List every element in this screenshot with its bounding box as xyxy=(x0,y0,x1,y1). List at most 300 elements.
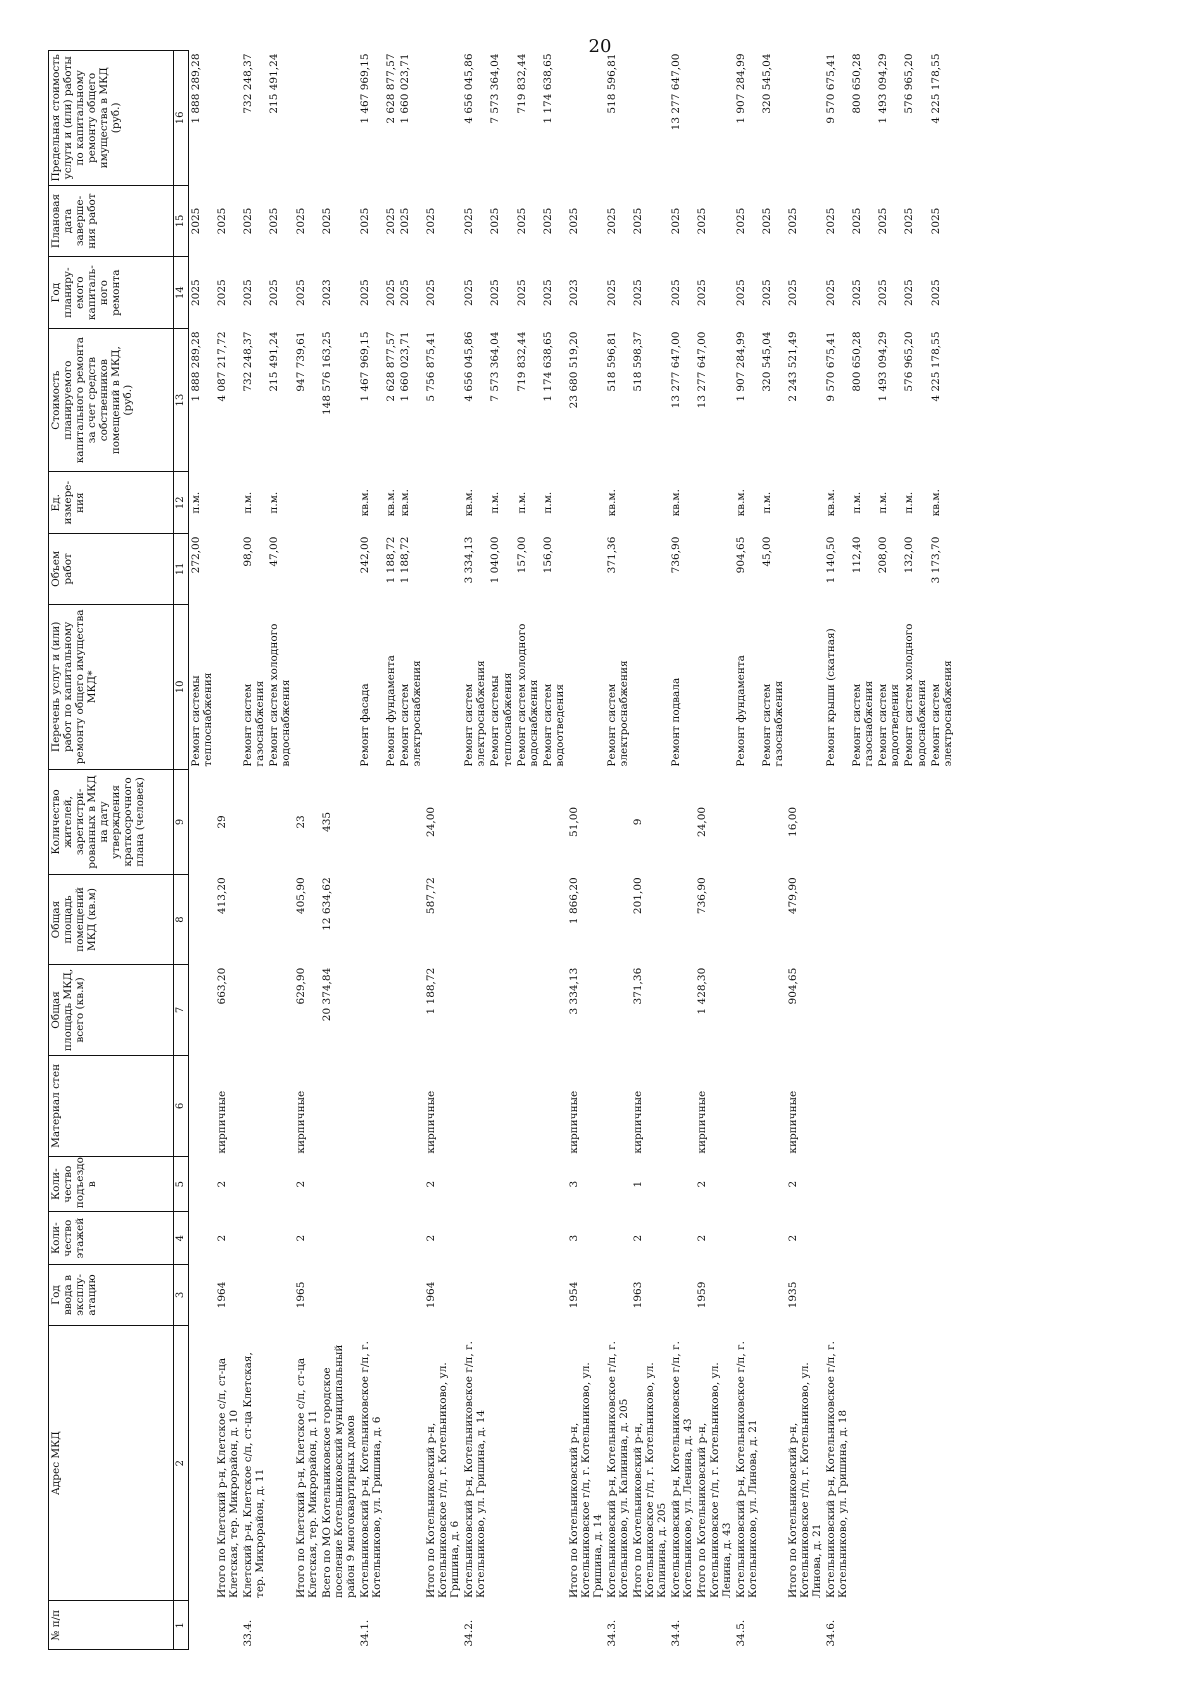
table-cell: 1 140,50 xyxy=(825,536,838,584)
table-cell: 1 907 284,99 xyxy=(734,53,747,124)
table-cell xyxy=(384,965,398,1055)
column-header: Адрес МКД xyxy=(49,1325,174,1601)
table-cell: 2025 xyxy=(463,207,476,235)
table-cell: кв.м. xyxy=(463,489,476,517)
table-cell: 201,00 xyxy=(632,877,645,915)
table-cell: 2025 xyxy=(670,279,683,307)
table-cell: Ремонт систем холодного водоснабжения xyxy=(268,623,293,767)
column-number: 7 xyxy=(174,965,189,1055)
table-cell: 156,00 xyxy=(541,536,554,574)
column-header: Объем работ xyxy=(49,534,174,605)
table-cell: Итого по Клетский р-н, Клетское с/п, ст-ца Клетская, тер. Микрорайон, д. 11 xyxy=(294,1357,319,1598)
table-cell: 2025 xyxy=(541,279,554,307)
table-cell xyxy=(631,534,669,605)
table-cell: кв.м. xyxy=(825,489,838,517)
column-header: Материал стен xyxy=(49,1055,174,1156)
table-cell: 2025 xyxy=(242,279,255,307)
table-cell xyxy=(876,770,902,875)
table-cell xyxy=(462,1157,488,1212)
table-cell xyxy=(824,1157,850,1212)
table-cell: 947 739,61 xyxy=(294,331,307,392)
table-cell: 23 680 519,20 xyxy=(567,331,580,409)
table-cell: 576 965,20 xyxy=(903,53,916,114)
table-cell: 7 573 364,04 xyxy=(489,53,502,124)
table-cell xyxy=(215,1601,241,1650)
table-row xyxy=(734,51,760,1650)
column-number: 11 xyxy=(174,534,189,605)
table-row xyxy=(398,51,424,1650)
table-cell xyxy=(760,874,786,964)
table-cell: 736,90 xyxy=(670,536,683,574)
table-cell xyxy=(876,1055,902,1156)
table-cell: 148 576 163,25 xyxy=(320,331,333,415)
table-cell xyxy=(631,1601,669,1650)
table-cell xyxy=(541,1212,567,1265)
table-cell: 1 174 638,65 xyxy=(541,53,554,124)
table-cell: Итого по Котельниковский р-н, Котельниковское г/п, г. Котельниково, ул. Гришина, д. 6 xyxy=(425,1362,462,1598)
table-cell xyxy=(358,1157,384,1212)
table-cell xyxy=(605,1055,631,1156)
table-cell: 215 491,24 xyxy=(268,331,281,392)
table-row xyxy=(384,51,398,1650)
table-cell: 405,90 xyxy=(294,877,307,915)
table-cell: 34.5. xyxy=(734,1619,747,1647)
table-cell: Итого по Котельниковский р-н, Котельниковское г/п, г. Котельниково, ул. Ленина, д. 43 xyxy=(696,1362,733,1598)
table-cell: 2025 xyxy=(399,279,411,307)
table-cell xyxy=(567,604,605,769)
table-cell: 2025 xyxy=(515,279,528,307)
table-cell: 13 277 647,00 xyxy=(696,331,709,409)
table-cell xyxy=(876,1265,902,1326)
table-cell xyxy=(398,1265,424,1326)
table-cell xyxy=(515,1212,541,1265)
table-cell xyxy=(358,1265,384,1326)
table-cell: Ремонт системы теплоснабжения xyxy=(489,672,514,767)
table-row xyxy=(567,51,605,1650)
table-cell xyxy=(760,1212,786,1265)
table-cell xyxy=(462,770,488,875)
table-cell: 663,20 xyxy=(216,967,229,1005)
table-cell xyxy=(398,1212,424,1265)
table-cell xyxy=(541,1325,567,1601)
table-cell: Ремонт систем газоснабжения xyxy=(760,680,785,767)
table-cell: 2 243 521,49 xyxy=(786,331,799,402)
table-cell xyxy=(760,1265,786,1326)
table-cell xyxy=(189,1601,216,1650)
table-cell xyxy=(384,1212,398,1265)
table-cell: Итого по Котельниковский р-н, Котельниковское г/п, г. Котельниково, ул. Гришина, д. 14 xyxy=(567,1362,604,1598)
table-cell: 371,36 xyxy=(606,536,618,574)
column-header: Стоимость планируемого капитального ремонта за счет средств собственников помещений в МКД, (руб.) xyxy=(49,329,174,472)
table-cell: 1 493 094,29 xyxy=(877,331,890,402)
column-header: Ед. измере-ния xyxy=(49,472,174,534)
table-cell: 518 596,81 xyxy=(606,331,618,392)
table-cell: 587,72 xyxy=(425,877,438,915)
table-cell xyxy=(384,1265,398,1326)
table-cell: 2025 xyxy=(489,279,502,307)
table-cell xyxy=(902,770,928,875)
table-cell: 24,00 xyxy=(425,806,438,837)
table-cell: 2025 xyxy=(929,207,942,235)
table-cell: 1954 xyxy=(567,1281,580,1309)
table-cell: 2 xyxy=(294,1234,307,1242)
table-cell xyxy=(241,1212,267,1265)
table-cell: кирпичные xyxy=(567,1090,580,1154)
table-cell: 2 xyxy=(294,1180,307,1188)
table-cell xyxy=(215,604,241,769)
table-cell xyxy=(760,965,786,1055)
table-cell xyxy=(824,770,850,875)
table-cell: 2025 xyxy=(358,279,371,307)
table-cell xyxy=(541,874,567,964)
table-cell xyxy=(398,1601,424,1650)
table-cell: 9 570 675,41 xyxy=(825,331,838,402)
table-cell: 98,00 xyxy=(242,536,255,567)
table-cell: п.м. xyxy=(877,491,890,514)
table-cell: кв.м. xyxy=(358,489,371,517)
table-cell: 16,00 xyxy=(786,806,799,837)
table-cell xyxy=(488,1157,514,1212)
table-cell: кв.м. xyxy=(399,489,411,517)
table-cell xyxy=(567,472,605,534)
table-cell: 2025 xyxy=(903,207,916,235)
table-cell xyxy=(398,965,424,1055)
table-cell: 1959 xyxy=(696,1281,709,1309)
table-cell xyxy=(631,51,669,186)
table-cell: 1935 xyxy=(786,1281,799,1309)
table-cell xyxy=(515,1601,541,1650)
table-cell: 732 248,37 xyxy=(242,331,255,392)
table-cell: 2 xyxy=(216,1234,229,1242)
table-cell: Ремонт систем газоснабжения xyxy=(851,680,876,767)
table-cell: 34.3. xyxy=(606,1619,618,1647)
table-cell xyxy=(929,965,955,1055)
table-cell xyxy=(294,51,320,186)
table-cell xyxy=(424,472,462,534)
table-cell: 1 866,20 xyxy=(567,877,580,925)
table-cell xyxy=(631,472,669,534)
table-cell: 2025 xyxy=(358,207,371,235)
table-cell xyxy=(929,1265,955,1326)
table-cell xyxy=(850,1212,876,1265)
table-cell: Ремонт фасада xyxy=(358,683,371,767)
table-cell: 2025 xyxy=(825,279,838,307)
table-cell xyxy=(824,965,850,1055)
table-cell xyxy=(267,770,293,875)
table-cell: 904,65 xyxy=(734,536,747,574)
table-cell xyxy=(734,1157,760,1212)
table-cell: 4 225 178,55 xyxy=(929,53,942,124)
column-number: 4 xyxy=(174,1212,189,1265)
table-cell xyxy=(786,1601,824,1650)
table-cell: 13 277 647,00 xyxy=(670,53,683,131)
table-cell: 2025 xyxy=(734,279,747,307)
table-cell xyxy=(902,1055,928,1156)
table-cell xyxy=(384,1325,398,1601)
table-cell xyxy=(215,51,241,186)
table-cell xyxy=(850,1325,876,1601)
table-row xyxy=(929,51,955,1650)
table-cell xyxy=(669,874,695,964)
table-cell: 2025 xyxy=(606,207,618,235)
table-cell: Всего по МО Котельниковское городское поселение Котельниковский муниципальный район 9 многоквартирных домов xyxy=(320,1344,357,1598)
table-cell xyxy=(358,1055,384,1156)
table-cell: кв.м. xyxy=(670,489,683,517)
table-cell: 4 225 178,55 xyxy=(929,331,942,402)
table-cell xyxy=(294,1601,320,1650)
table-cell xyxy=(631,604,669,769)
table-cell: 2025 xyxy=(851,207,864,235)
table-cell: 33.4. xyxy=(242,1619,255,1647)
table-cell xyxy=(786,534,824,605)
table-cell xyxy=(424,534,462,605)
column-number: 9 xyxy=(174,770,189,875)
table-cell xyxy=(541,965,567,1055)
table-header xyxy=(49,51,189,1650)
table-cell xyxy=(850,965,876,1055)
capital-repair-table xyxy=(48,50,955,1650)
table-cell: кв.м. xyxy=(734,489,747,517)
table-cell xyxy=(488,1325,514,1601)
table-cell xyxy=(515,965,541,1055)
table-cell: 2025 xyxy=(632,207,645,235)
table-cell xyxy=(358,1212,384,1265)
table-row xyxy=(695,51,733,1650)
table-cell xyxy=(241,874,267,964)
table-cell: 732 248,37 xyxy=(242,53,255,114)
table-cell: 2025 xyxy=(294,279,307,307)
table-cell: 3 173,70 xyxy=(929,536,942,584)
table-cell: 2 xyxy=(696,1234,709,1242)
table-cell xyxy=(760,770,786,875)
table-cell xyxy=(488,1055,514,1156)
table-cell: 736,90 xyxy=(696,877,709,915)
table-cell xyxy=(267,1212,293,1265)
table-cell: Котельниковский р-н, Котельниковское г/п, г. Котельниково, ул. Гришина, д. 6 xyxy=(358,1341,383,1598)
table-cell: 2025 xyxy=(903,279,916,307)
table-cell: 320 545,04 xyxy=(760,53,773,114)
table-cell: п.м. xyxy=(851,491,864,514)
column-header: Год планиру-емого капиталь-ного ремонта xyxy=(49,257,174,329)
table-cell xyxy=(488,1212,514,1265)
table-cell: 4 087 217,72 xyxy=(216,331,229,402)
table-row xyxy=(669,51,695,1650)
table-cell xyxy=(567,51,605,186)
table-cell xyxy=(541,1055,567,1156)
table-cell xyxy=(695,1601,733,1650)
table-cell xyxy=(541,1265,567,1326)
table-cell xyxy=(734,1212,760,1265)
table-cell: 518 596,81 xyxy=(606,53,618,114)
table-cell xyxy=(515,1325,541,1601)
column-number: 2 xyxy=(174,1325,189,1601)
table-cell xyxy=(424,604,462,769)
rotated-table-container xyxy=(48,50,1168,1650)
table-cell: 2025 xyxy=(606,279,618,307)
table-cell: 800 650,28 xyxy=(851,331,864,392)
table-row xyxy=(267,51,293,1650)
table-row xyxy=(876,51,902,1650)
table-cell: 479,90 xyxy=(786,877,799,915)
table-cell xyxy=(241,1055,267,1156)
table-cell xyxy=(929,1157,955,1212)
table-cell: 29 xyxy=(216,815,229,829)
table-cell xyxy=(734,965,760,1055)
table-cell: п.м. xyxy=(489,491,502,514)
table-cell: п.м. xyxy=(242,491,255,514)
table-row xyxy=(515,51,541,1650)
table-cell: 2025 xyxy=(541,207,554,235)
table-cell xyxy=(241,1157,267,1212)
table-cell xyxy=(669,1212,695,1265)
table-cell: 2023 xyxy=(320,279,333,307)
table-row xyxy=(424,51,462,1650)
table-cell: Ремонт фундамента xyxy=(384,655,397,767)
table-cell: Ремонт систем электроснабжения xyxy=(463,660,488,767)
table-cell xyxy=(515,874,541,964)
table-row xyxy=(215,51,241,1650)
table-cell: 2025 xyxy=(425,207,438,235)
table-cell xyxy=(824,1212,850,1265)
table-cell xyxy=(876,1212,902,1265)
table-cell: кирпичные xyxy=(632,1090,645,1154)
table-cell: Итого по Котельниковский р-н, Котельниковское г/п, г. Котельниково, ул. Линова, д. 21 xyxy=(786,1362,823,1598)
table-cell: кирпичные xyxy=(696,1090,709,1154)
table-cell xyxy=(567,534,605,605)
table-cell: 1 467 969,15 xyxy=(358,331,371,402)
table-cell: 2025 xyxy=(515,207,528,235)
table-cell: 2025 xyxy=(632,279,645,307)
table-row xyxy=(462,51,488,1650)
table-cell xyxy=(294,534,320,605)
table-cell xyxy=(462,965,488,1055)
table-cell: 800 650,28 xyxy=(851,53,864,114)
table-row xyxy=(631,51,669,1650)
table-cell xyxy=(669,1055,695,1156)
table-cell xyxy=(902,874,928,964)
table-cell xyxy=(462,1265,488,1326)
table-cell xyxy=(267,874,293,964)
table-cell xyxy=(695,604,733,769)
column-header: Предельная стоимость услуги и (или) работы по капитальному ремонту общего имущества в МКД (руб.) xyxy=(49,51,174,186)
table-cell xyxy=(267,1325,293,1601)
table-cell: 242,00 xyxy=(358,536,371,574)
table-cell: 2 xyxy=(425,1180,438,1188)
table-cell xyxy=(515,770,541,875)
table-cell: 2 xyxy=(696,1180,709,1188)
table-row xyxy=(850,51,876,1650)
table-cell: 1 188,72 xyxy=(384,536,397,584)
table-cell xyxy=(541,1601,567,1650)
table-cell: Ремонт систем электроснабжения xyxy=(399,660,424,767)
table-cell xyxy=(902,1157,928,1212)
table-cell xyxy=(929,1325,955,1601)
table-cell xyxy=(824,1265,850,1326)
table-cell xyxy=(320,1265,358,1326)
table-cell: 2025 xyxy=(929,279,942,307)
table-row xyxy=(358,51,384,1650)
table-cell: Ремонт системы теплоснабжения xyxy=(190,672,215,767)
table-cell xyxy=(824,1055,850,1156)
table-cell: 1 907 284,99 xyxy=(734,331,747,402)
table-cell: 576 965,20 xyxy=(903,331,916,392)
table-cell: 518 598,37 xyxy=(632,331,645,392)
column-number: 12 xyxy=(174,472,189,534)
table-cell: 413,20 xyxy=(216,877,229,915)
table-cell xyxy=(384,1055,398,1156)
table-row xyxy=(294,51,320,1650)
table-cell: 9 570 675,41 xyxy=(825,53,838,124)
table-cell xyxy=(294,472,320,534)
table-cell xyxy=(358,874,384,964)
table-cell xyxy=(929,874,955,964)
column-header: Коли-чество подъездо в xyxy=(49,1157,174,1212)
table-cell: 2023 xyxy=(567,279,580,307)
table-cell: Итого по Котельниковский р-н, Котельниковское г/п, г. Котельниково, ул. Калинина, д. 205 xyxy=(632,1362,669,1598)
table-cell xyxy=(876,1157,902,1212)
table-cell: 4 656 045,86 xyxy=(463,331,476,402)
table-cell: Итого по Клетский р-н, Клетское с/п, ст-ца Клетская, тер. Микрорайон, д. 10 xyxy=(216,1357,241,1598)
table-cell: п.м. xyxy=(760,491,773,514)
table-cell xyxy=(786,604,824,769)
table-cell: 2025 xyxy=(268,279,281,307)
table-cell: Ремонт систем холодного водоснабжения xyxy=(903,623,928,767)
table-cell: 2025 xyxy=(760,207,773,235)
table-cell: 1 188,72 xyxy=(425,967,438,1015)
table-cell xyxy=(929,770,955,875)
table-cell xyxy=(241,965,267,1055)
table-cell xyxy=(320,1055,358,1156)
table-cell xyxy=(462,1055,488,1156)
table-cell: 1 660 023,71 xyxy=(399,331,411,402)
table-cell: кв.м. xyxy=(384,489,397,517)
table-cell: 2025 xyxy=(268,207,281,235)
table-cell xyxy=(541,1157,567,1212)
table-cell: 2025 xyxy=(384,207,397,235)
table-cell: 1 888 289,28 xyxy=(190,53,202,124)
table-cell xyxy=(294,604,320,769)
table-cell xyxy=(929,1055,955,1156)
table-cell xyxy=(320,1601,358,1650)
table-cell xyxy=(605,1212,631,1265)
table-cell: 2025 xyxy=(734,207,747,235)
table-cell xyxy=(876,1325,902,1601)
table-cell: 34.2. xyxy=(463,1619,476,1647)
table-cell: 13 277 647,00 xyxy=(670,331,683,409)
table-cell xyxy=(398,1055,424,1156)
table-cell xyxy=(850,1055,876,1156)
table-cell: 34.6. xyxy=(825,1619,838,1647)
table-cell xyxy=(902,1601,928,1650)
column-number-row xyxy=(174,51,189,1650)
table-cell: 2025 xyxy=(670,207,683,235)
table-cell xyxy=(488,1265,514,1326)
table-cell: 1964 xyxy=(425,1281,438,1309)
table-cell xyxy=(515,1265,541,1326)
table-cell: Ремонт крыши (скатная) xyxy=(825,628,838,767)
column-number: 5 xyxy=(174,1157,189,1212)
table-cell xyxy=(320,1212,358,1265)
table-cell xyxy=(462,1212,488,1265)
table-cell xyxy=(605,1265,631,1326)
table-cell: 719 832,44 xyxy=(515,331,528,392)
table-cell: кирпичные xyxy=(216,1090,229,1154)
table-cell xyxy=(515,1055,541,1156)
header-row xyxy=(49,51,174,1650)
table-cell xyxy=(850,770,876,875)
table-cell: 1 888 289,28 xyxy=(190,331,202,402)
column-number: 15 xyxy=(174,185,189,257)
